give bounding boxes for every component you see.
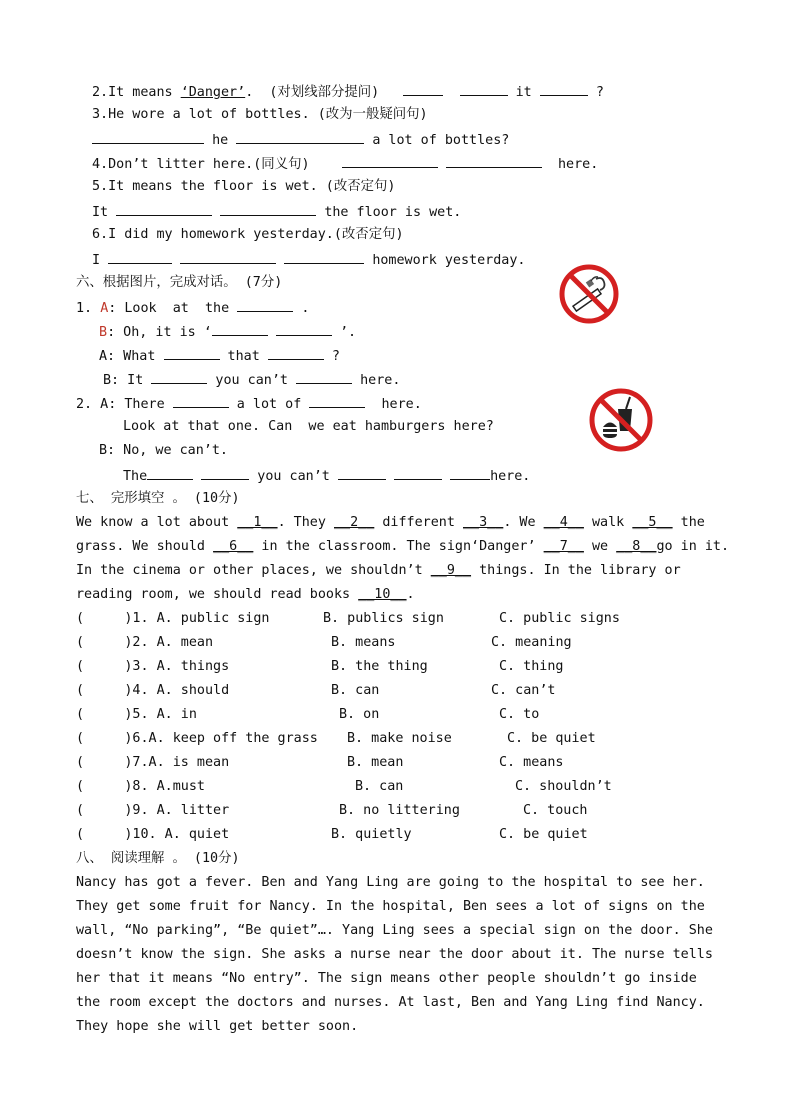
option-a[interactable]: )6.A. keep off the grass [124, 731, 318, 746]
passage-text: different [374, 515, 463, 530]
cloze-blank-5[interactable]: __5__ [632, 515, 673, 530]
q3-answer-line [92, 130, 509, 150]
reading-line-2: They get some fruit for Nancy. In the hospital, Ben sees a lot of signs on the [76, 899, 705, 914]
cloze-blank-7[interactable]: __7__ [543, 539, 584, 554]
option-row-7: ( )7.A. is mean [76, 755, 230, 770]
q4-blank-2[interactable] [446, 154, 542, 168]
q6-blank-1[interactable] [108, 250, 172, 264]
option-c[interactable]: C. means [499, 755, 564, 770]
reading-line-6: the room except the doctors and nurses. At last, Ben and Yang Ling find Nancy. [76, 995, 705, 1010]
q6-answer-line [92, 250, 526, 270]
cloze-blank-4[interactable]: __4__ [543, 515, 584, 530]
option-a[interactable]: )2. A. mean [124, 635, 214, 650]
q2-instruction: . (对划线部分提问) [245, 85, 380, 100]
option-a[interactable]: )5. A. in [124, 707, 197, 722]
d2-blank-6[interactable] [394, 466, 442, 480]
passage-line-1 [76, 514, 705, 532]
q5-answer-line [92, 202, 461, 222]
option-b[interactable]: B. publics sign [323, 611, 444, 626]
cloze-blank-2[interactable]: __2__ [334, 515, 375, 530]
passage-text: things. In the library or [471, 563, 681, 578]
d1-blank-5[interactable] [268, 346, 324, 360]
d1-text2-end: ’. [340, 325, 357, 340]
d2-text4: The [123, 469, 148, 484]
option-a[interactable]: )7.A. is mean [124, 755, 230, 770]
passage-text: go in it. [656, 539, 730, 554]
d2-blank-4[interactable] [201, 466, 249, 480]
q3-blank-2[interactable] [236, 130, 364, 144]
q5-blank-2[interactable] [220, 202, 316, 216]
passage-line-3 [76, 562, 681, 580]
option-c[interactable]: C. shouldn’t [515, 779, 612, 794]
cloze-blank-9[interactable]: __9__ [430, 563, 472, 578]
q6-line: 6.I did my homework yesterday.(改否定句) [92, 227, 404, 242]
d2-line1 [76, 394, 422, 414]
option-b[interactable]: B. on [339, 707, 380, 722]
option-c[interactable]: C. be quiet [499, 827, 588, 842]
d1-text3b: that [219, 349, 268, 364]
d2-text1c: here. [365, 397, 422, 412]
d1-speaker-b: B [99, 325, 108, 340]
passage-text: the [672, 515, 705, 530]
d1-line4 [103, 370, 400, 390]
d2-line4 [123, 466, 530, 486]
cloze-blank-8[interactable]: __8__ [616, 539, 657, 554]
option-c[interactable]: C. to [499, 707, 540, 722]
q5-word: It [92, 205, 109, 220]
d1-period: . [301, 301, 310, 316]
option-b[interactable]: B. means [331, 635, 396, 650]
q6-tail: homework yesterday. [372, 253, 526, 268]
d2-text4c: here. [490, 469, 531, 484]
option-a[interactable]: )3. A. things [124, 659, 230, 674]
passage-text: . We [503, 515, 544, 530]
q2-text: It means [108, 85, 181, 100]
d1-text2: : Oh, it is ‘ [107, 325, 212, 340]
option-c[interactable]: C. meaning [491, 635, 572, 650]
d1-text3c: ? [323, 349, 340, 364]
passage-text: . [406, 587, 415, 602]
option-c[interactable]: C. touch [523, 803, 588, 818]
q3-word: he [212, 133, 229, 148]
option-row-8: ( )8. A.must [76, 779, 205, 794]
d2-blank-3[interactable] [147, 466, 193, 480]
d1-blank-1[interactable] [237, 298, 293, 312]
d1-blank-2[interactable] [212, 322, 268, 336]
option-c[interactable]: C. public signs [499, 611, 620, 626]
d2-text1: 2. A: There [76, 397, 173, 412]
option-c[interactable]: C. thing [499, 659, 564, 674]
option-b[interactable]: B. quietly [331, 827, 412, 842]
option-row-1: ( )1. A. public sign [76, 611, 270, 626]
d1-text4b: you can’t [207, 373, 297, 388]
passage-text: In the cinema or other places, we shouldn’t [76, 563, 431, 578]
d2-line2: Look at that one. Can we eat hamburgers here? [123, 419, 494, 434]
d2-blank-7[interactable] [450, 466, 490, 480]
option-a[interactable]: )1. A. public sign [124, 611, 270, 626]
passage-text: we [583, 539, 617, 554]
passage-text: in the classroom. The sign‘Danger’ [253, 539, 544, 554]
option-row-10: ( )10. A. quiet [76, 827, 230, 842]
q2-blank-3[interactable] [540, 82, 588, 96]
d1-num: 1. [76, 301, 101, 316]
option-row-2: ( )2. A. mean [76, 635, 214, 650]
q2-blank-2[interactable] [460, 82, 508, 96]
d1-text3: A: What [99, 349, 164, 364]
option-row-6: ( )6.A. keep off the grass [76, 731, 318, 746]
d1-line2 [99, 322, 356, 342]
reading-line-3: wall, “No parking”, “Be quiet”…. Yang Ling sees a special sign on the door. She [76, 923, 713, 938]
d1-blank-6[interactable] [151, 370, 207, 384]
option-row-5: ( )5. A. in [76, 707, 197, 722]
option-a[interactable]: )9. A. litter [124, 803, 230, 818]
cloze-blank-10[interactable]: __10__ [358, 587, 407, 602]
passage-text: walk [583, 515, 633, 530]
no-food-drink-icon [588, 387, 654, 453]
cloze-blank-3[interactable]: __3__ [463, 515, 504, 530]
q2-line [92, 82, 604, 102]
option-b[interactable]: B. can [355, 779, 404, 794]
q6-word: I [92, 253, 101, 268]
d2-line3: B: No, we can’t. [99, 443, 228, 458]
option-row-9: ( )9. A. litter [76, 803, 230, 818]
reading-line-7: They hope she will get better soon. [76, 1019, 359, 1034]
cloze-blank-6[interactable]: __6__ [213, 539, 254, 554]
d1-text4c: here. [352, 373, 401, 388]
passage-text: reading room, we should read books [76, 587, 359, 602]
q2-blank-1[interactable] [403, 82, 443, 96]
section6-title: 六、根据图片，完成对话。 (7分) [76, 275, 283, 290]
option-c[interactable]: C. can’t [491, 683, 556, 698]
section7-title: 七、 完形填空 。 (10分) [76, 491, 240, 506]
passage-line-4 [76, 586, 415, 604]
q2-number: 2. [92, 85, 109, 100]
q3-tail: a lot of bottles? [372, 133, 510, 148]
d2-blank-5[interactable] [338, 466, 386, 480]
d2-blank-2[interactable] [309, 394, 365, 408]
option-b[interactable]: B. can [331, 683, 380, 698]
option-a[interactable]: )4. A. should [124, 683, 230, 698]
d1-line3 [99, 346, 340, 366]
option-row-4: ( )4. A. should [76, 683, 230, 698]
d1-blank-4[interactable] [164, 346, 220, 360]
q4-text: 4.Don’t litter here.(同义句) [92, 157, 310, 172]
d2-text1b: a lot of [228, 397, 310, 412]
q2-word: it [515, 85, 532, 100]
passage-text: We know a lot about [76, 515, 238, 530]
passage-text: grass. We should [76, 539, 214, 554]
d1-speaker-a: A [100, 301, 109, 316]
reading-line-4: doesn’t know the sign. She asks a nurse near the door about it. The nurse tells [76, 947, 713, 962]
reading-line-1: Nancy has got a fever. Ben and Yang Ling are going to the hospital to see her. [76, 875, 705, 890]
option-b[interactable]: B. no littering [339, 803, 460, 818]
d2-blank-1[interactable] [173, 394, 229, 408]
q6-blank-3[interactable] [284, 250, 364, 264]
q4-blank-1[interactable] [342, 154, 438, 168]
no-smoking-icon [558, 263, 620, 325]
option-b[interactable]: B. the thing [331, 659, 428, 674]
d2-text4b: you can’t [249, 469, 338, 484]
q5-line: 5.It means the floor is wet. (改否定句) [92, 179, 396, 194]
option-row-3: ( )3. A. things [76, 659, 230, 674]
passage-line-2 [76, 538, 729, 556]
q6-blank-2[interactable] [180, 250, 276, 264]
cloze-blank-1[interactable]: __1__ [237, 515, 278, 530]
d1-blank-7[interactable] [296, 370, 352, 384]
passage-text: . They [277, 515, 334, 530]
q3-line: 3.He wore a lot of bottles. (改为一般疑问句) [92, 107, 428, 122]
option-c[interactable]: C. be quiet [507, 731, 596, 746]
d1-line1 [76, 298, 309, 318]
q2-underlined: ‘Danger’ [180, 85, 246, 100]
q4-tail: here. [557, 157, 599, 172]
section8-title: 八、 阅读理解 。 (10分) [76, 851, 240, 866]
q5-blank-1[interactable] [116, 202, 212, 216]
q2-qmark: ? [595, 85, 604, 100]
reading-line-5: her that it means “No entry”. The sign means other people shouldn’t go inside [76, 971, 697, 986]
q4-line [92, 154, 598, 174]
q3-blank-1[interactable] [92, 130, 204, 144]
q5-tail: the floor is wet. [324, 205, 462, 220]
option-a[interactable]: )10. A. quiet [124, 827, 230, 842]
option-b[interactable]: B. make noise [347, 731, 452, 746]
option-b[interactable]: B. mean [347, 755, 404, 770]
option-a[interactable]: )8. A.must [124, 779, 205, 794]
d1-text1: : Look at the [108, 301, 238, 316]
d1-text4: B: It [103, 373, 152, 388]
d1-blank-3[interactable] [276, 322, 332, 336]
